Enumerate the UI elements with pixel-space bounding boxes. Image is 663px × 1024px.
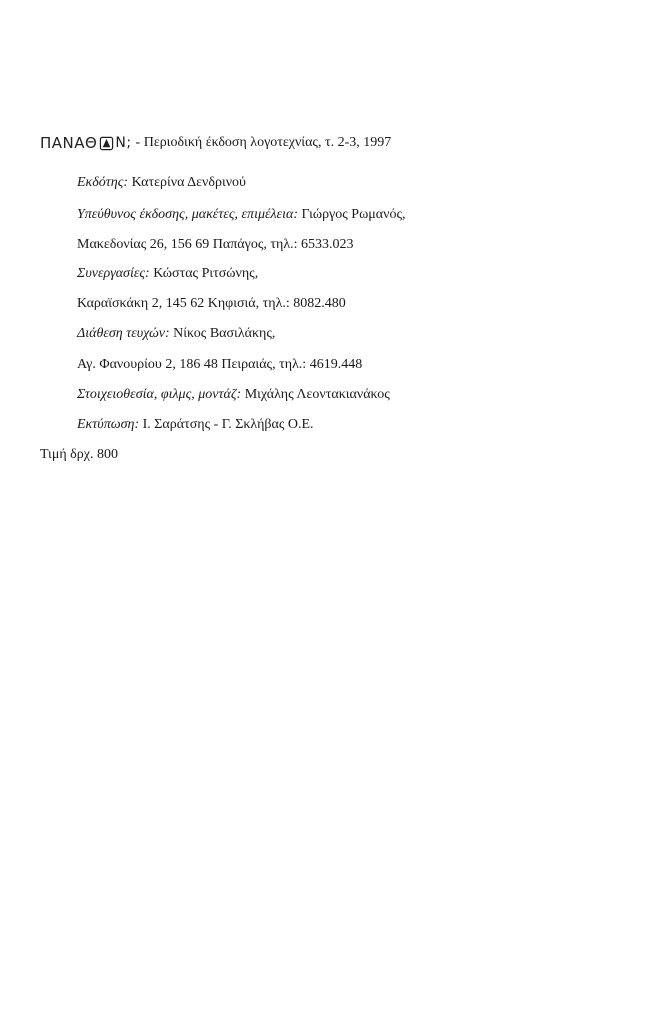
- journal-logo: [40, 134, 136, 152]
- editor-label: Υπεύθυνος έκδοσης, μακέτες, επιμέλεια:: [77, 207, 298, 222]
- collaborations-line: [77, 266, 258, 282]
- editor-line: [77, 207, 406, 223]
- collaborations-value: Κώστας Ριτσώνης,: [153, 266, 259, 281]
- journal-logo-tail: Ν;: [115, 135, 132, 151]
- publisher-value: Κατερίνα Δενδρινού: [131, 175, 246, 190]
- collaborations-address: Καραϊσκάκη 2, 145 62 Κηφισιά, τηλ.: 8082.480: [77, 296, 346, 311]
- distribution-label: Διάθεση τευχών:: [77, 326, 170, 341]
- distribution-address: Αγ. Φανουρίου 2, 186 48 Πειραιάς, τηλ.: 4619.448: [77, 357, 363, 372]
- printing-value: Ι. Σαράτσης - Γ. Σκλήβας Ο.Ε.: [142, 417, 314, 432]
- distribution-value: Νίκος Βασιλάκης,: [173, 326, 276, 341]
- typesetting-label: Στοιχειοθεσία, φιλμς, μοντάζ:: [77, 387, 242, 402]
- collaborations-label: Συνεργασίες:: [77, 266, 150, 281]
- journal-header: [40, 134, 391, 152]
- journal-logo-text: ΠΑΝΑΘ: [40, 134, 98, 152]
- printing-line: [77, 417, 314, 433]
- typesetting-value: Μιχάλης Λεοντακιανάκος: [244, 387, 390, 402]
- typesetting-line: [77, 387, 390, 403]
- editor-value: Γιώργος Ρωμανός,: [301, 207, 406, 222]
- printing-label: Εκτύπωση:: [77, 417, 140, 432]
- journal-description: - Περιοδική έκδοση λογοτεχνίας, τ. 2-3, 1997: [135, 135, 392, 150]
- publisher-line: [77, 175, 246, 191]
- editor-address: Μακεδονίας 26, 156 69 Παπάγος, τηλ.: 6533.023: [77, 237, 354, 252]
- price-label: Τιμή δρχ. 800: [40, 447, 118, 462]
- publisher-label: Εκδότης:: [77, 175, 129, 190]
- distribution-line: [77, 326, 275, 342]
- logo-emblem-icon: [99, 136, 114, 151]
